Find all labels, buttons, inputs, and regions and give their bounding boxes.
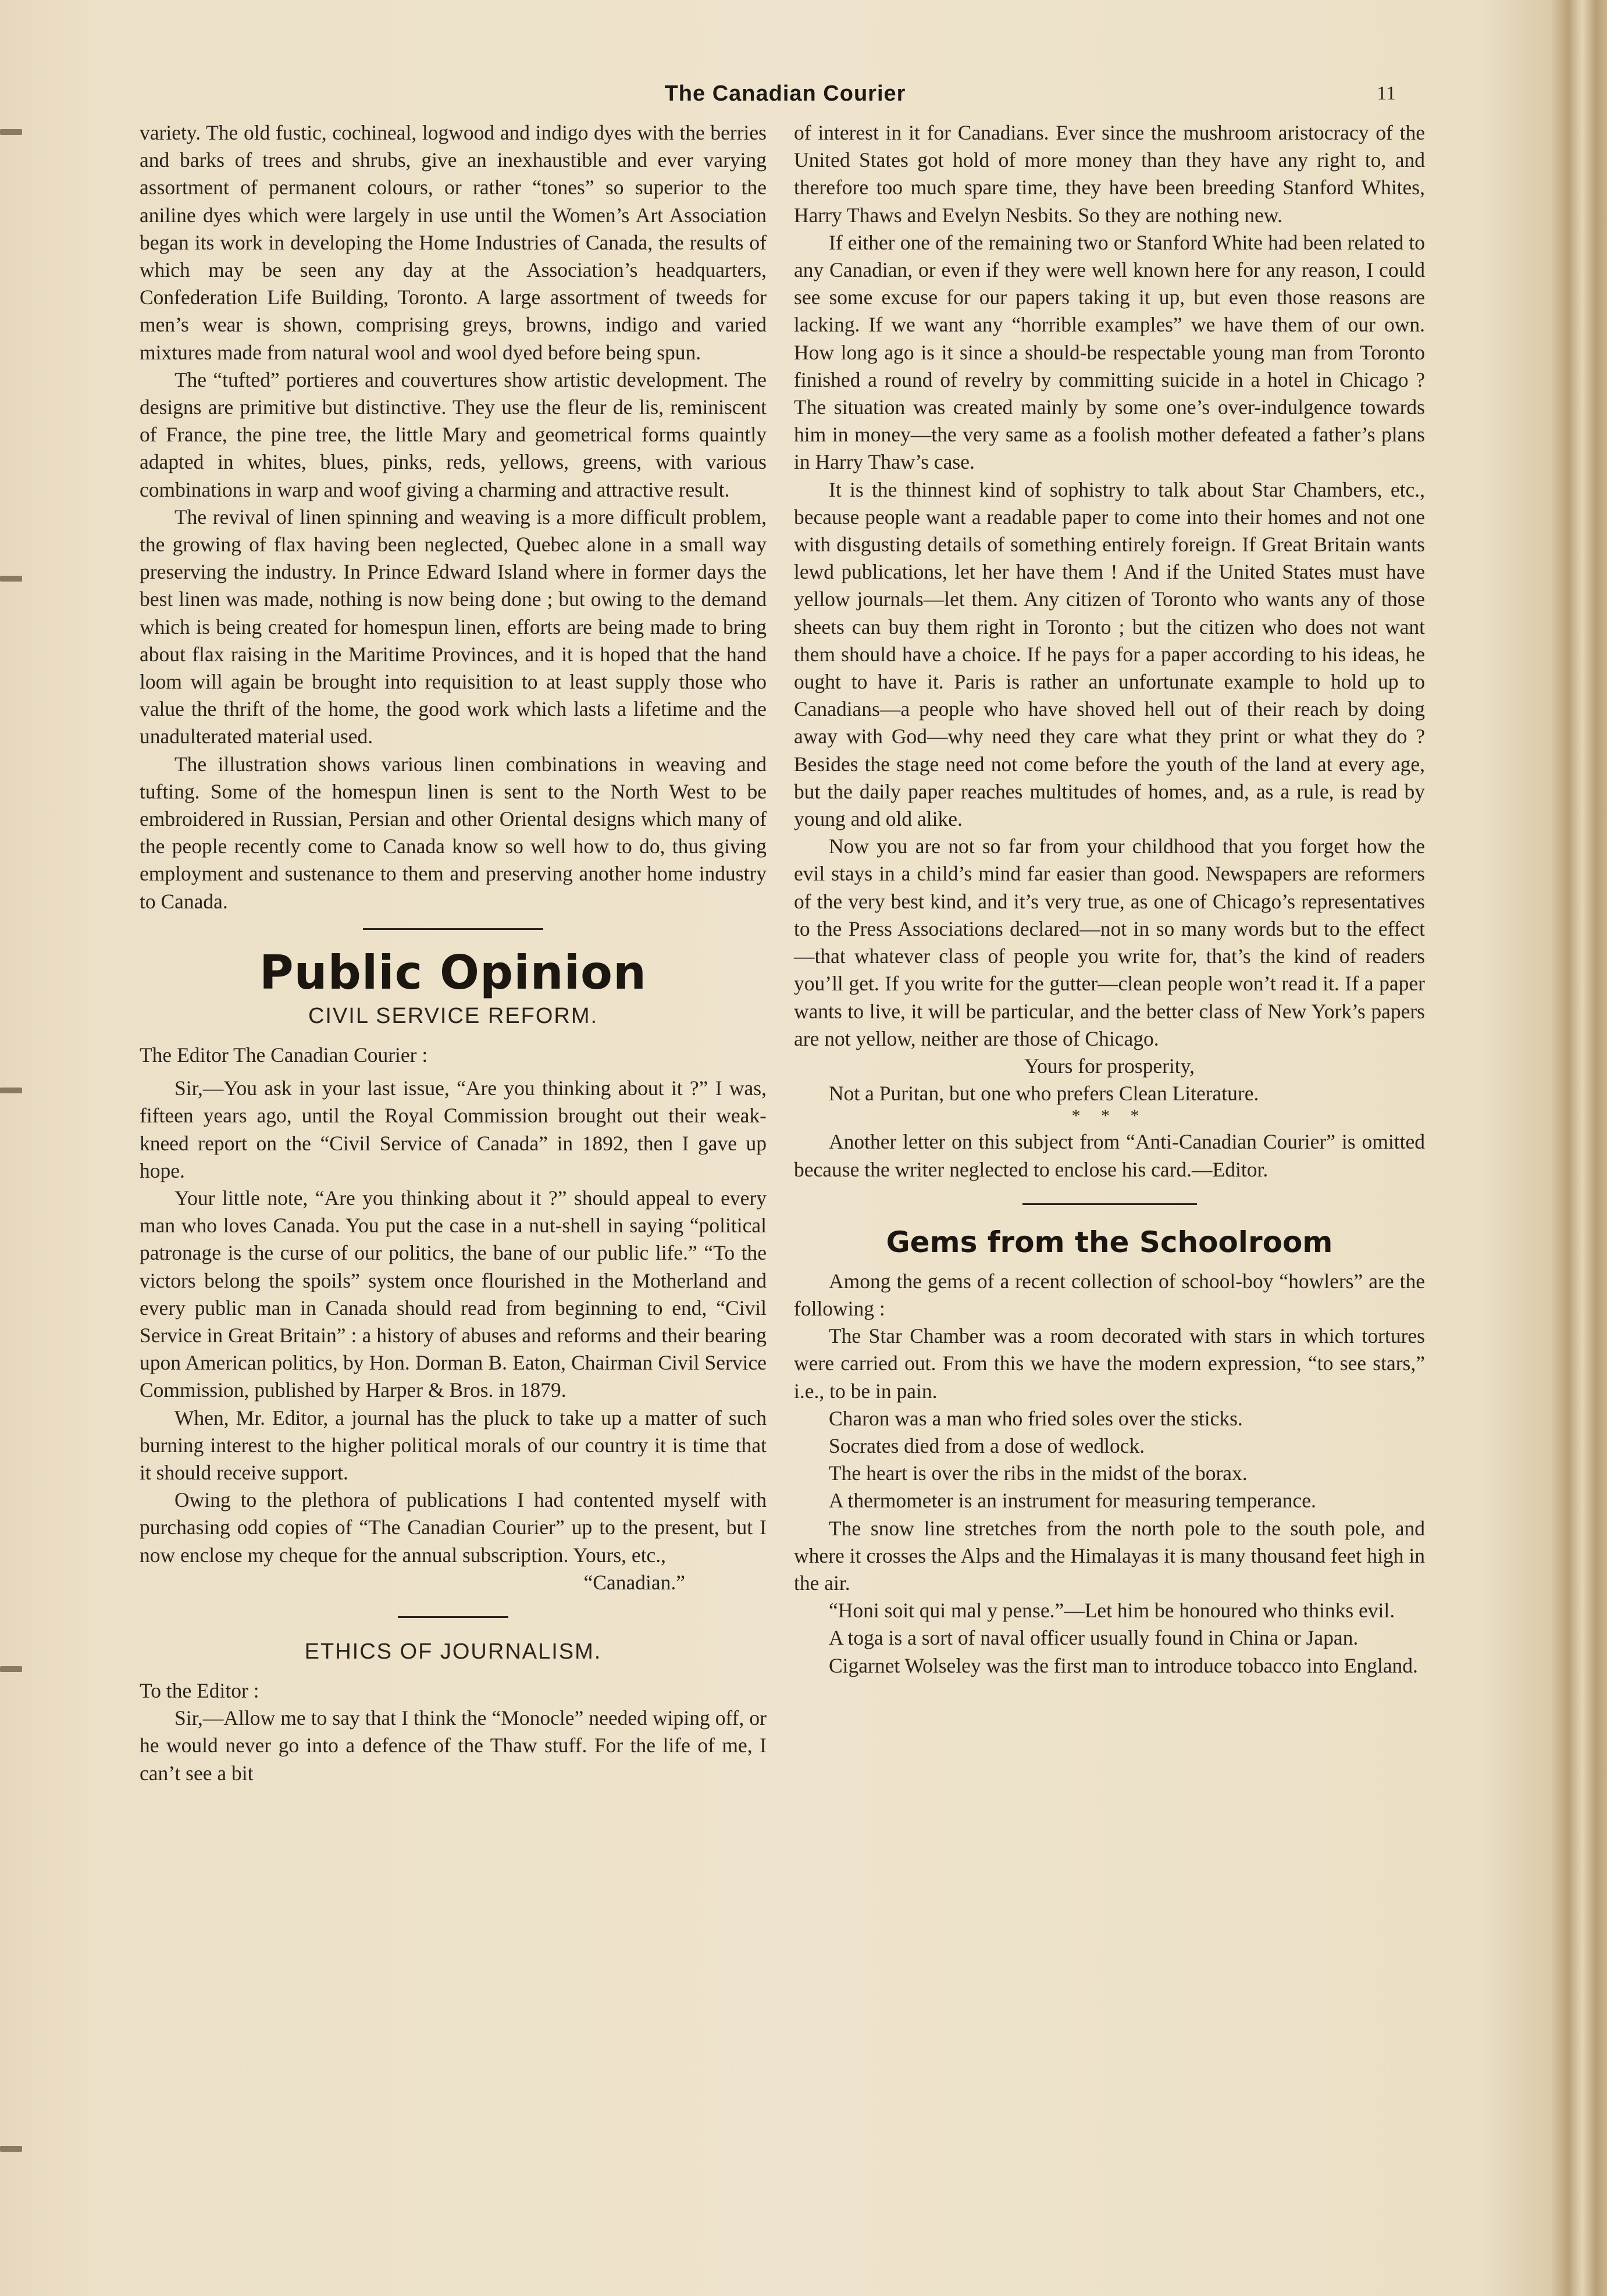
section-divider: [363, 928, 543, 930]
binding-mark: [0, 2146, 22, 2152]
right-column: [794, 119, 1425, 1680]
left-column: [140, 119, 767, 1787]
gem-item: The heart is over the ribs in the midst of the borax.: [829, 1461, 1248, 1485]
article-paragraph: The “tufted” portieres and couvertures show artistic development. The designs are primitive but distinctive. They use the fleur de lis, reminiscent of France, the pine tree, the little Mary and geometrical forms quaintly adapted in whites, blues, pinks, reds, yellows, greens, with various combinations in warp and woof giving a charming and attractive result.: [140, 368, 767, 501]
gem-item: A thermometer is an instrument for measuring temperance.: [829, 1489, 1316, 1513]
civil-service-heading: CIVIL SERVICE REFORM.: [308, 1003, 598, 1028]
page-header: [140, 81, 1431, 110]
gems-intro: Among the gems of a recent collection of school-boy “howlers” are the following :: [794, 1269, 1425, 1320]
section-stars: * * *: [1071, 1106, 1148, 1126]
masthead: The Canadian Courier: [664, 81, 906, 106]
letter-paragraph: When, Mr. Editor, a journal has the pluck to take up a matter of such burning interest to the higher political morals of our country it is time that it should receive support.: [140, 1406, 767, 1484]
gem-item: A toga is a sort of naval officer usually found in China or Japan.: [829, 1626, 1359, 1650]
gem-item: Socrates died from a dose of wedlock.: [829, 1434, 1145, 1457]
gem-item: The Star Chamber was a room decorated with stars in which tortures were carried out. From this we have the modern expression, “to see stars,” i.e., to be in pain.: [794, 1324, 1425, 1403]
ethics-heading: ETHICS OF JOURNALISM.: [304, 1639, 602, 1664]
gem-item: The snow line stretches from the north pole to the south pole, and where it crosses the Alps and the Himalayas it is many thousand feet high in the air.: [794, 1516, 1425, 1595]
page-number: 11: [1377, 83, 1396, 104]
section-divider: [1022, 1203, 1197, 1205]
letter-paragraph: If either one of the remaining two or Stanford White had been related to any Canadian, or even if they were well known here for any reason, I could see some excuse for our papers taking it up, but even those reasons are lacking. If we want any “horrible examples” we have them of our own. How long ago is it since a should-be respectable young man from Toronto finished a round of revelry by committing suicide in a hotel in Chicago ? The situation was created mainly by some one’s over-indulgence towards him in money—the very same as a foolish mother defeated a father’s plans in Harry Thaw’s case.: [794, 230, 1425, 474]
binding-mark: [0, 1088, 22, 1093]
letter-paragraph: Now you are not so far from your childhood that you forget how the evil stays in a child’s mind far easier than good. Newspapers are reformers of the very best kind, and it’s very true, as one of Chicago’s representatives to the Press Associations declared—not in so many words but to the effect—that whatever class of people you write for, that’s the kind of readers you’ll get. If you write for the gutter—clean people won’t read it. If a paper wants to live, it will be particular, and the better class of New York’s papers are not yellow, neither are those of Chicago.: [794, 835, 1425, 1050]
gems-title: Gems from the Schoolroom: [886, 1225, 1333, 1259]
public-opinion-title: Public Opinion: [259, 945, 647, 1000]
letter-signoff: “Canadian.”: [583, 1570, 685, 1594]
gem-item: Cigarnet Wolseley was the first man to introduce tobacco into England.: [829, 1653, 1418, 1677]
letter-paragraph: Owing to the plethora of publications I had contented myself with purchasing odd copies of “The Canadian Courier” up to the present, but I now enclose my cheque for the annual subscription. Yours, etc.,: [140, 1488, 767, 1567]
page-edge: [1552, 0, 1607, 2296]
letter-paragraph: Sir,—You ask in your last issue, “Are you thinking about it ?” I was, fifteen years ago, until the Royal Commission brought out their weak-kneed report on the “Civil Service of Canada” in 1892, then I gave up hope.: [140, 1076, 767, 1182]
letter-salutation: The Editor The Canadian Courier :: [140, 1043, 428, 1067]
letter-closing: Yours for prosperity,: [1024, 1054, 1195, 1078]
editor-note: Another letter on this subject from “Anti-Canadian Courier” is omitted because the writer neglected to enclose his card.—Editor.: [794, 1130, 1425, 1181]
letter-paragraph: Your little note, “Are you thinking about it ?” should appeal to every man who loves Canada. You put the case in a nut-shell in saying “political patronage is the curse of our politics, the bane of our public life.” “To the victors belong the spoils” system once flourished in the Motherland and every public man in Canada should read from beginning to end, “Civil Service in Great Britain” : a history of abuses and reforms and their bearing upon American politics, by Hon. Dorman B. Eaton, Chairman Civil Service Commission, published by Harper & Bros. in 1879.: [140, 1186, 767, 1402]
gem-item: “Honi soit qui mal y pense.”—Let him be honoured who thinks evil.: [829, 1599, 1395, 1623]
binding-mark: [0, 129, 22, 135]
letter-paragraph: Sir,—Allow me to say that I think the “Monocle” needed wiping off, or he would never go into a defence of the Thaw stuff. For the life of me, I can’t see a bit: [140, 1706, 767, 1785]
binding-mark: [0, 1666, 22, 1672]
article-paragraph: variety. The old fustic, cochineal, logwood and indigo dyes with the berries and barks of trees and shrubs, give an inexhaustible and ever varying assortment of permanent colours, or rather “tones” so superior to the aniline dyes which were largely in use until the Women’s Art Association began its work in developing the Home Industries of Canada, the results of which may be seen any day at the Association’s headquarters, Confederation Life Building, Toronto. A large assortment of tweeds for men’s wear is shown, comprising greys, browns, indigo and varied mixtures made from natural wool and wool dyed before being spun.: [140, 121, 767, 364]
letter-paragraph: It is the thinnest kind of sophistry to talk about Star Chambers, etc., because people want a readable paper to come into their homes and not one with disgusting details of something entirely foreign. If Great Britain wants lewd publications, let her have them ! And if the United States must have yellow journals—let them. Any citizen of Toronto who wants any of those sheets can buy them right in Toronto ; but the citizen who does not want them should have a choice. If he pays for a paper according to his ideas, he ought to have it. Paris is rather an unfortunate example to hold up to Canadians—a people who have shoved hell out of their reach by doing away with God—why need they care what they print or what they do ? Besides the stage need not come before the youth of the land at every age, but the daily paper reaches multitudes of homes, and, as a rule, is read by young and old alike.: [794, 477, 1425, 831]
letter-salutation: To the Editor :: [140, 1678, 259, 1702]
binding-mark: [0, 576, 22, 582]
article-paragraph: The illustration shows various linen combinations in weaving and tufting. Some of the homespun linen is sent to the North West to be embroidered in Russian, Persian and other Oriental designs which many of the people recently come to Canada know so well how to do, thus giving employment and sustenance to them and preserving another home industry to Canada.: [140, 752, 767, 913]
article-paragraph: The revival of linen spinning and weaving is a more difficult problem, the growing of flax having been neglected, Quebec alone in a small way preserving the industry. In Prince Edward Island where in former days the best linen was made, nothing is now being done ; but owing to the demand which is being created for homespun linen, efforts are being made to bring about flax raising in the Maritime Provinces, and it is hoped that the hand loom will again be brought into requisition to at least supply those who value the thrift of the home, the good work which lasts a lifetime and the unadulterated material used.: [140, 505, 767, 748]
letter-signature: Not a Puritan, but one who prefers Clean Literature.: [829, 1082, 1259, 1106]
letter-paragraph: of interest in it for Canadians. Ever since the mushroom aristocracy of the United States got hold of more money than they have any right to, and therefore too much spare time, they have been breeding Stanford Whites, Harry Thaws and Evelyn Nesbits. So they are nothing new.: [794, 121, 1425, 227]
section-divider: [398, 1616, 508, 1618]
gem-item: Charon was a man who fried soles over the sticks.: [829, 1406, 1243, 1430]
